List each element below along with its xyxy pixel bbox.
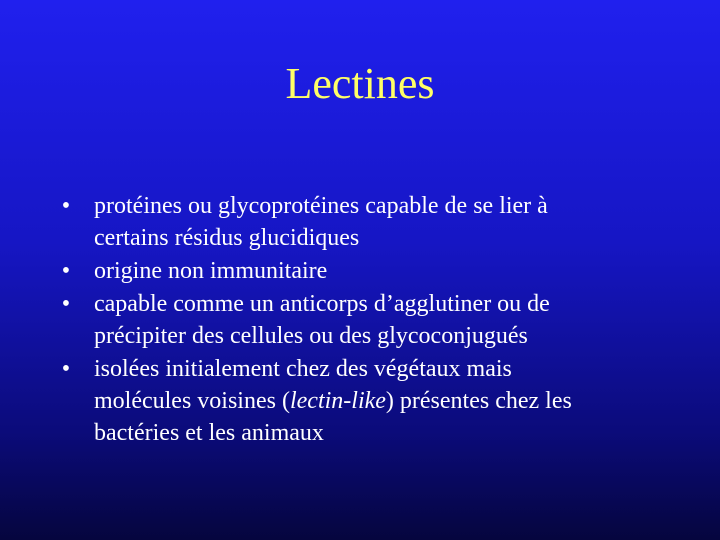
bullet-item-1 (56, 190, 676, 254)
slide-title: Lectines (285, 59, 435, 108)
lectin-like-term: lectin-like (289, 388, 386, 414)
bullet-symbol: • (61, 291, 71, 317)
bullet-4-line-1: isolées initialement chez des végétaux mais (94, 356, 512, 382)
bullet-item-3 (56, 288, 676, 352)
bullet-item-2 (56, 255, 676, 287)
bullet-4-line-3: bactéries et les animaux (94, 420, 324, 446)
bullet-symbol: • (61, 258, 71, 284)
bullet-3-line-2: précipiter des cellules ou des glycoconjugués (94, 323, 528, 349)
bullet-4-line-2 (94, 385, 676, 417)
bullet-3-line-1: capable comme un anticorps d’agglutiner ou de (94, 291, 550, 317)
bullet-symbol: • (61, 356, 71, 382)
bullet-item-4 (56, 353, 676, 449)
bullet-1-line-2: certains résidus glucidiques (94, 225, 360, 251)
bullet-4-line-2-start: molécules voisines ( (94, 388, 290, 414)
bullet-list (56, 190, 676, 450)
bullet-symbol: • (61, 193, 71, 219)
bullet-2-line-1: origine non immunitaire (94, 258, 328, 284)
bullet-4-line-2-end: ) présentes chez les (385, 388, 572, 414)
bullet-1-line-1: protéines ou glycoprotéines capable de se lier à (94, 193, 548, 219)
